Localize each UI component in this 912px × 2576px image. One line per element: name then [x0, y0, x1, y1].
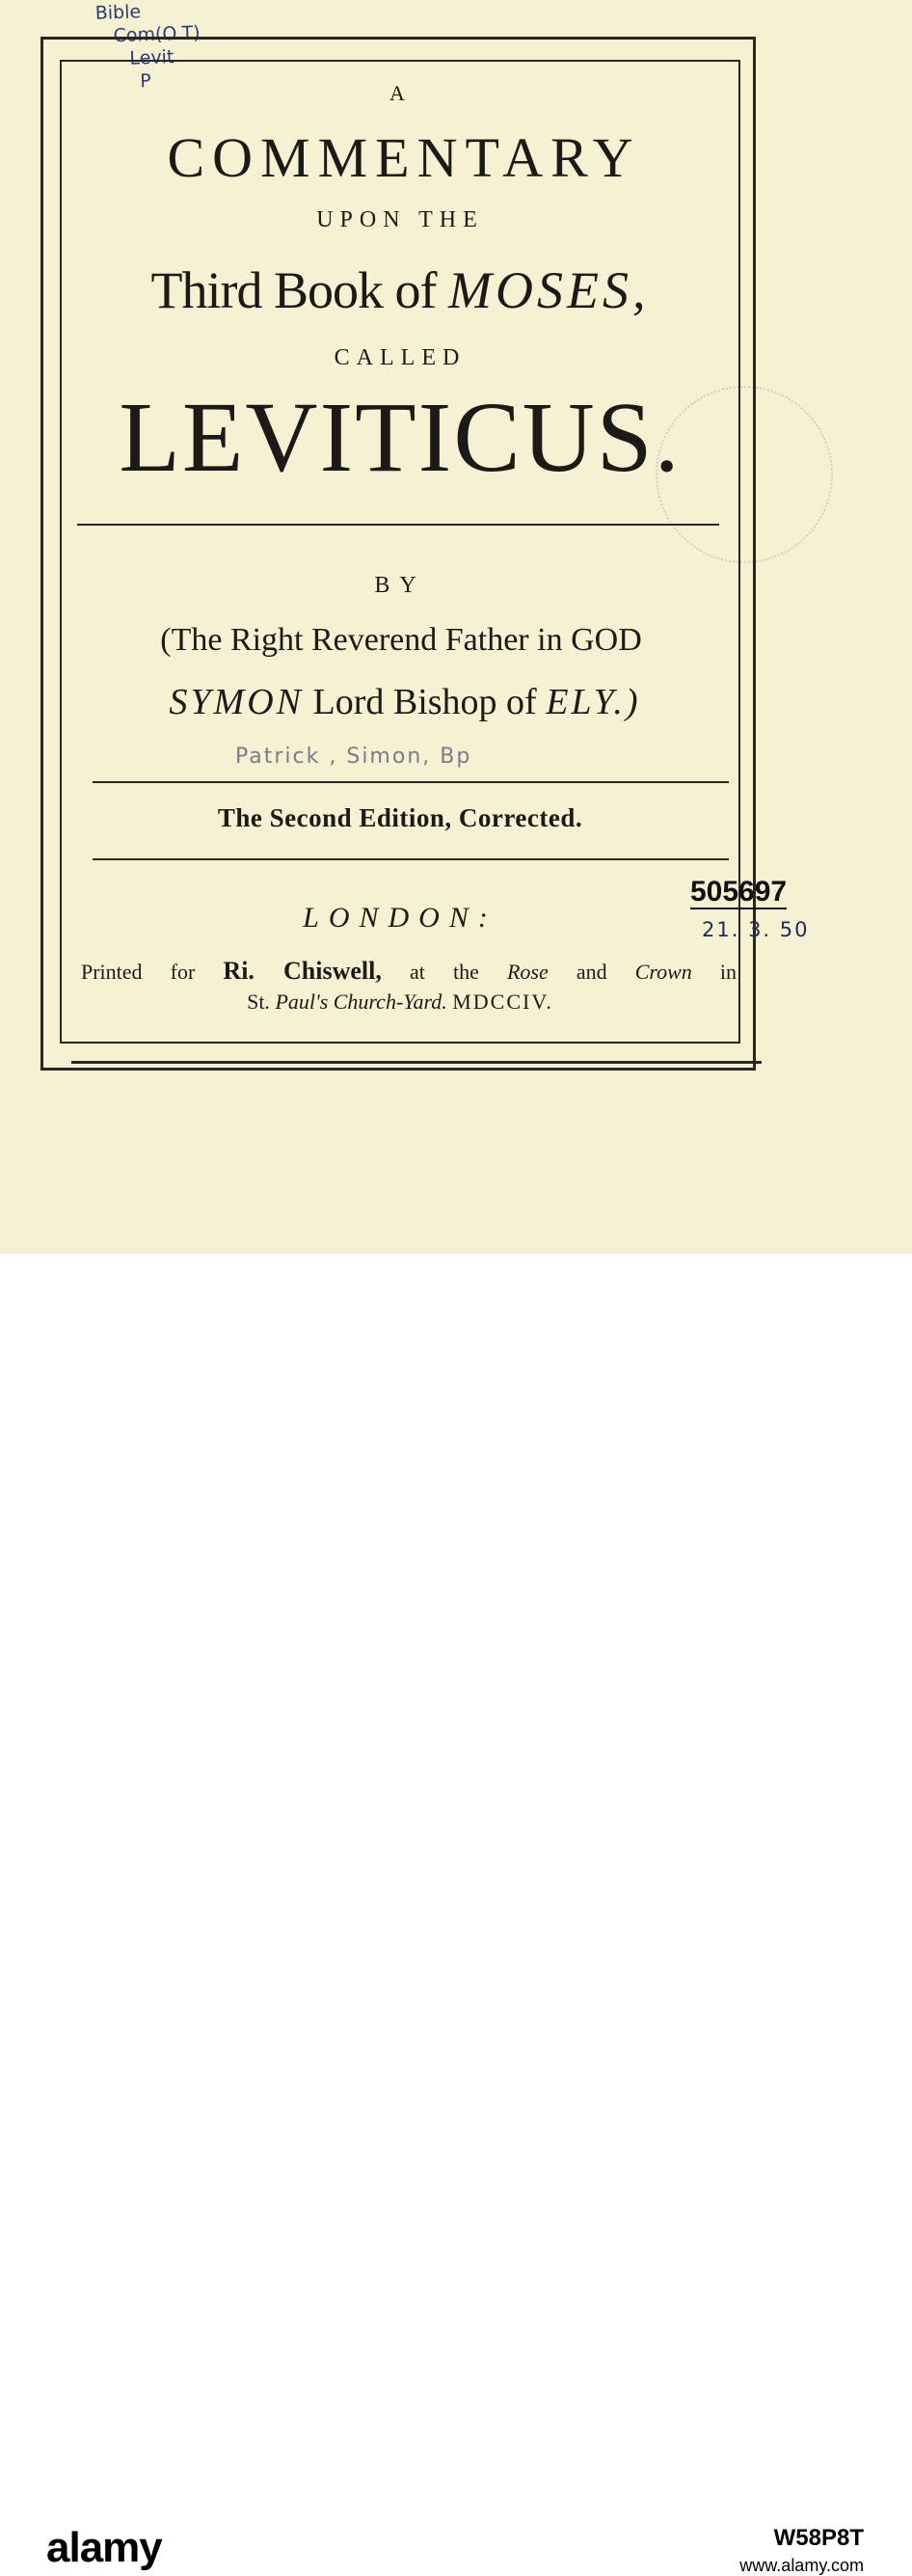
title-article: A — [389, 81, 411, 105]
imprint-line-1 — [81, 957, 737, 986]
imprint-pauls: Paul's Church-Yard. — [275, 990, 447, 1014]
title-called: CALLED — [334, 345, 467, 370]
edition-statement: The Second Edition, Corrected. — [217, 803, 583, 832]
imprint-in: in — [719, 960, 738, 984]
imprint-crown: Crown — [634, 960, 692, 984]
divider-rule — [93, 781, 729, 783]
author-first-name: SYMON — [169, 682, 304, 722]
moses-text: MOSES, — [448, 261, 650, 319]
imprint-city: LONDON: — [303, 902, 497, 934]
handwritten-author-note: Patrick , Simon, Bp — [235, 745, 472, 769]
imprint-year: MDCCIV. — [452, 990, 553, 1014]
imprint-at-the: at the — [409, 960, 479, 984]
note-line: P — [139, 69, 152, 93]
author-name-line — [67, 681, 742, 723]
site-url: www.alamy.com — [739, 2556, 864, 2575]
imprint-line-2 — [67, 990, 733, 1015]
shelf-date: 21. 3. 50 — [702, 918, 810, 941]
accession-number: 505697 — [690, 876, 788, 908]
divider-rule — [77, 524, 719, 526]
imprint-printed-for: Printed for — [81, 960, 196, 984]
title-commentary: COMMENTARY — [167, 126, 641, 189]
imprint-printer: Ri. Chiswell, — [223, 957, 382, 985]
imprint-rose: Rose — [506, 960, 549, 984]
note-line: Bible — [94, 1, 142, 24]
third-book-text: Third Book of — [150, 261, 437, 319]
title-third-book — [67, 260, 733, 320]
divider-rule — [93, 858, 729, 860]
watermark-footer — [0, 1254, 912, 2575]
title-leviticus: LEVITICUS. — [119, 382, 682, 493]
alamy-logo: alamy — [46, 2524, 162, 2571]
title-upon-the: UPON THE — [316, 207, 484, 232]
image-id: W58P8T — [773, 2525, 864, 2551]
author-honorific: (The Right Reverend Father in GOD — [160, 622, 642, 658]
imprint-st: St. — [247, 990, 270, 1014]
author-title: Lord Bishop of — [312, 682, 537, 722]
byline-by: BY — [374, 573, 426, 598]
author-see: ELY.) — [546, 682, 641, 722]
note-line: Levit — [129, 46, 174, 69]
bottom-rule — [71, 1061, 762, 1064]
imprint-and: and — [576, 960, 607, 984]
scanned-title-page — [0, 0, 912, 1254]
note-line: Com(O.T) — [113, 22, 201, 47]
